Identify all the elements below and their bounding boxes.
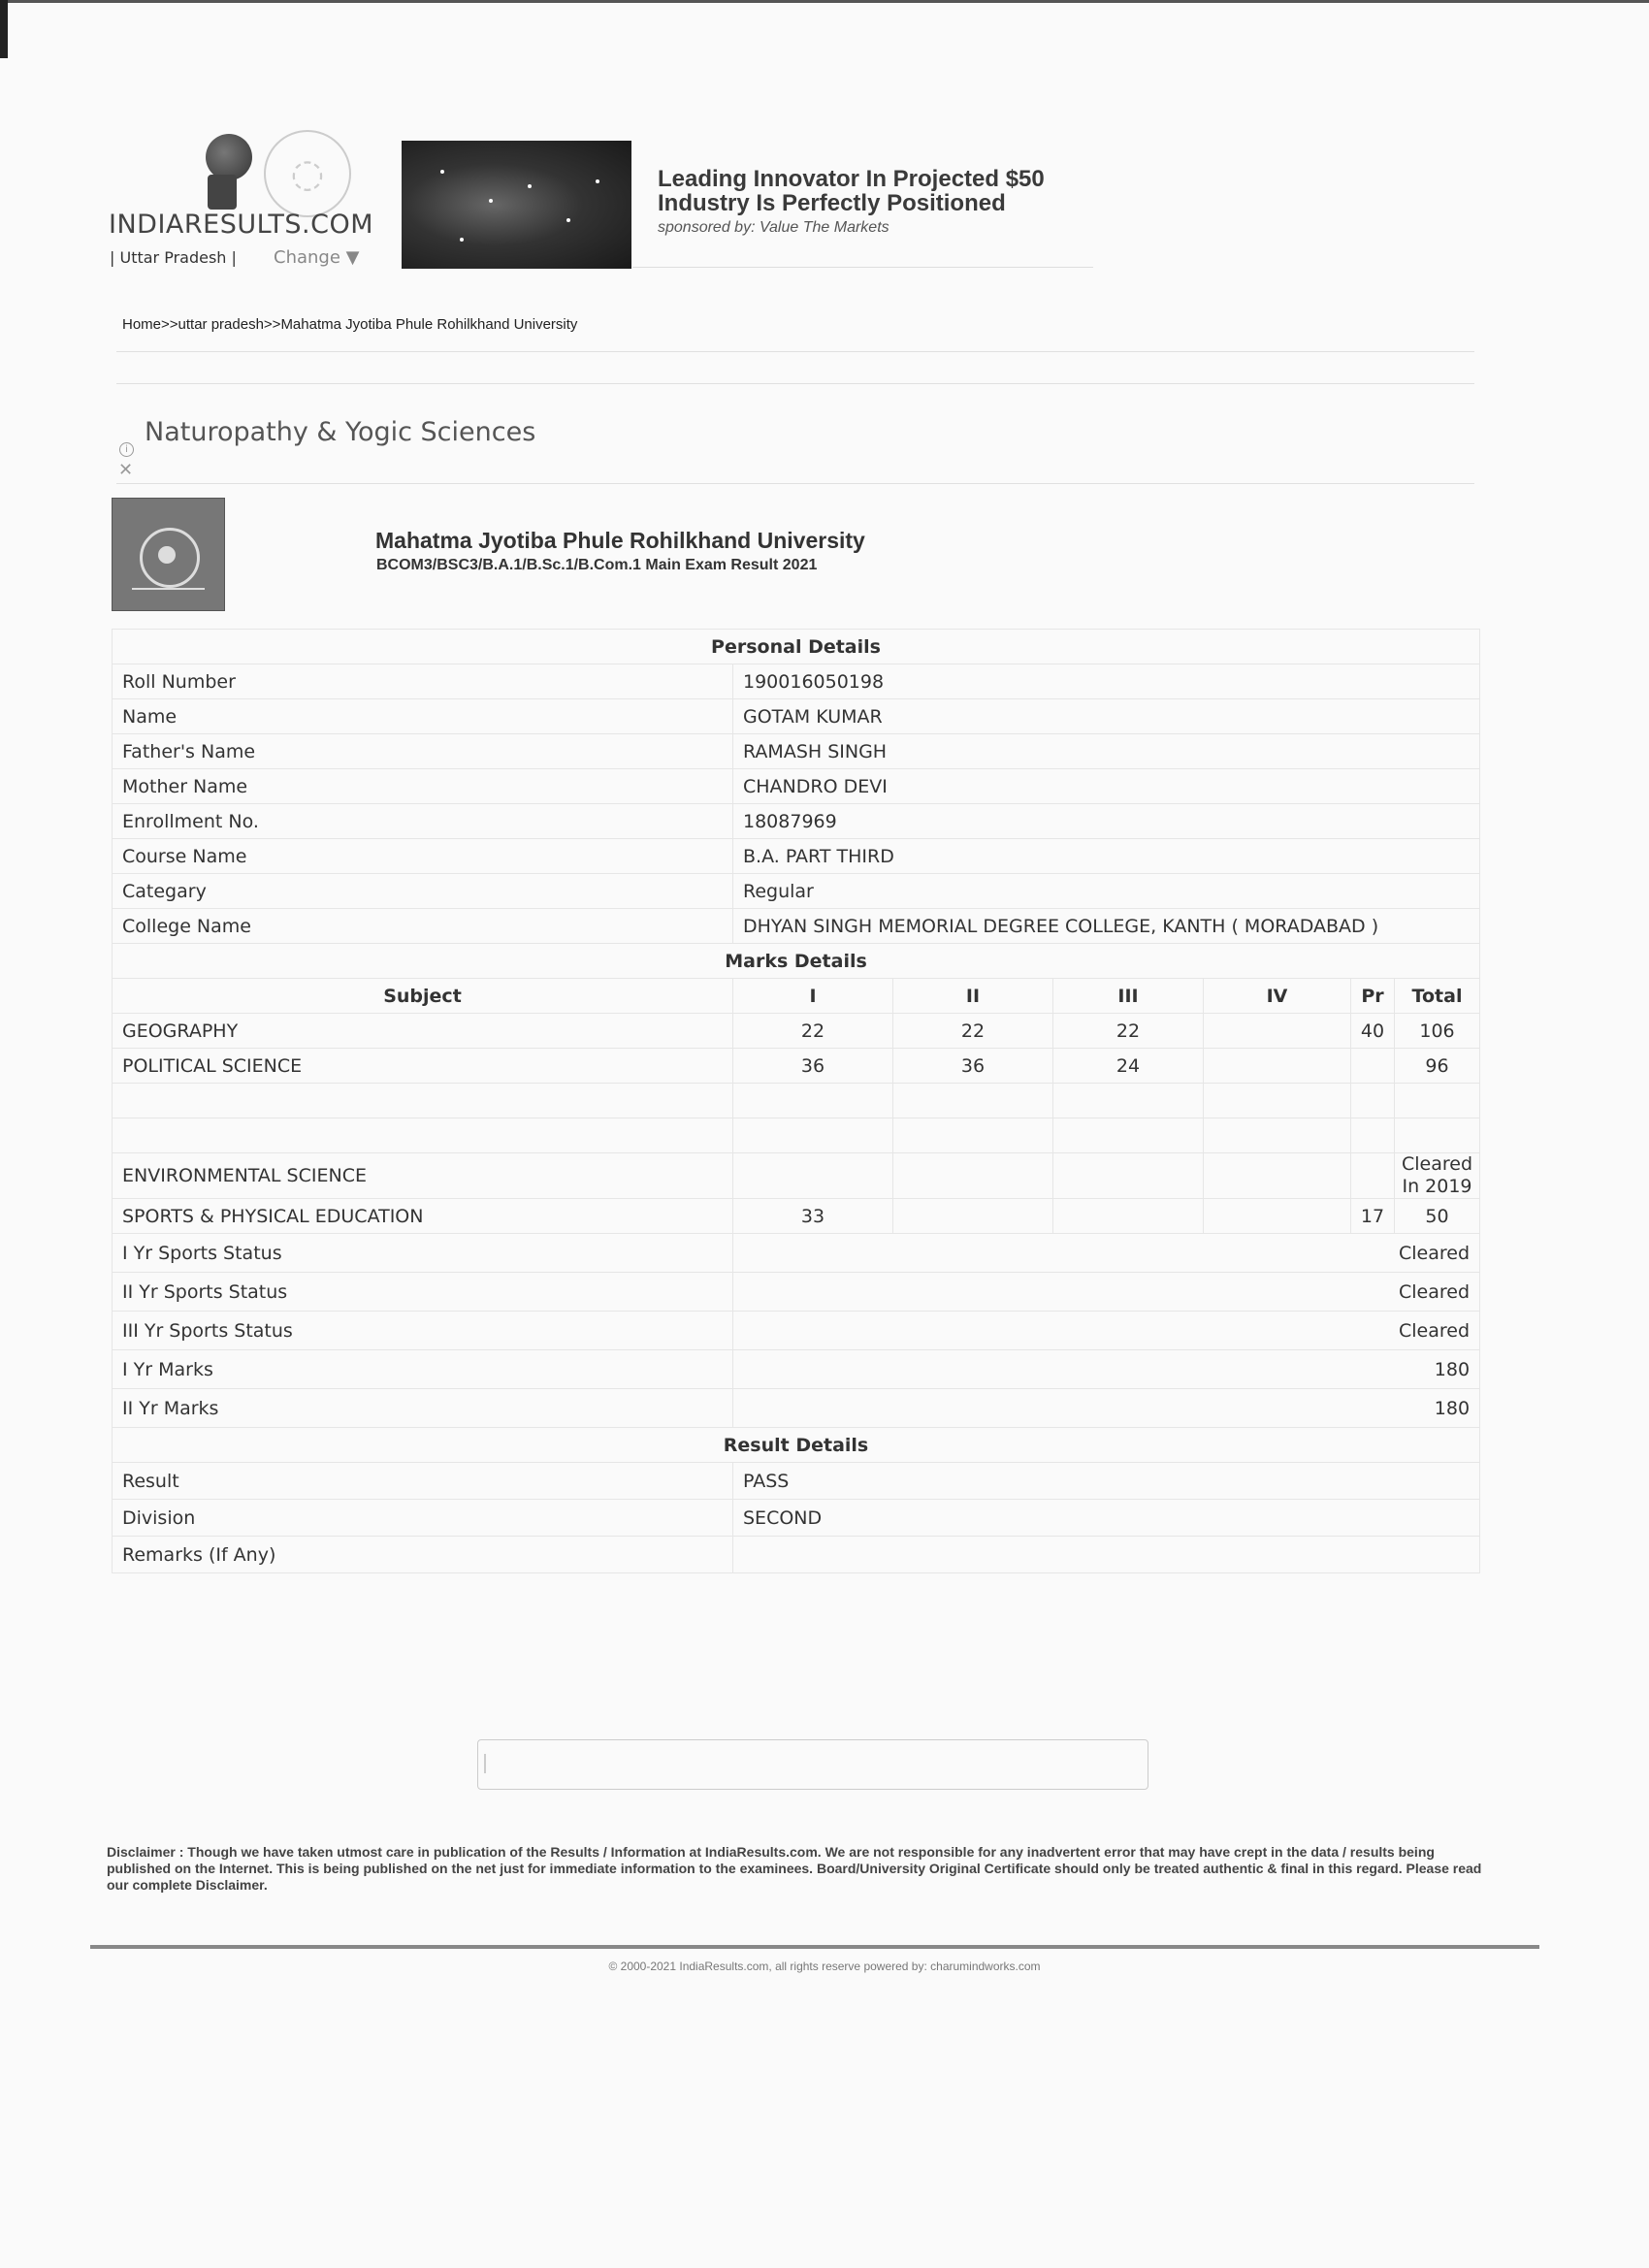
- personal-row: [113, 734, 1480, 769]
- empty-row: [113, 1084, 1480, 1118]
- subject-name: SPORTS & PHYSICAL EDUCATION: [113, 1199, 733, 1234]
- result-row: [113, 1463, 1480, 1500]
- ad2-bottom-divider: [116, 483, 1474, 484]
- result-row: [113, 1537, 1480, 1573]
- site-logo-text[interactable]: INDIARESULTS.COM: [109, 210, 374, 240]
- column-header: Subject: [113, 979, 733, 1014]
- personal-label: Roll Number: [113, 664, 733, 699]
- subject-name: POLITICAL SCIENCE: [113, 1049, 733, 1084]
- summary-value: 180: [733, 1350, 1480, 1389]
- marks-details-heading: Marks Details: [113, 944, 1480, 979]
- personal-value: RAMASH SINGH: [733, 734, 1480, 769]
- personal-label: College Name: [113, 909, 733, 944]
- marks-practical: 17: [1351, 1199, 1395, 1234]
- change-state-link[interactable]: Change ▼: [274, 247, 360, 268]
- column-header: III: [1053, 979, 1204, 1014]
- result-label: Division: [113, 1500, 733, 1537]
- scan-top-edge: [0, 0, 1649, 3]
- result-value: SECOND: [733, 1500, 1480, 1537]
- exam-title: BCOM3/BSC3/B.A.1/B.Sc.1/B.Com.1 Main Exam Result 2021: [376, 557, 818, 573]
- personal-row: [113, 804, 1480, 839]
- personal-label: Course Name: [113, 839, 733, 874]
- summary-label: II Yr Sports Status: [113, 1273, 733, 1312]
- ad-info-icon[interactable]: i: [119, 442, 134, 457]
- empty-input-box[interactable]: [477, 1739, 1148, 1790]
- personal-value: CHANDRO DEVI: [733, 769, 1480, 804]
- ad-sponsor: sponsored by: Value The Markets: [658, 219, 889, 236]
- summary-row: [113, 1312, 1480, 1350]
- marks-total: 96: [1395, 1049, 1480, 1084]
- result-value: PASS: [733, 1463, 1480, 1500]
- footer-divider: [90, 1945, 1539, 1949]
- site-logo-i-icon: [208, 175, 237, 210]
- breadcrumb[interactable]: Home>>uttar pradesh>>Mahatma Jyotiba Phule Rohilkhand University: [122, 316, 578, 333]
- marks-paper-2: 22: [893, 1014, 1053, 1049]
- personal-row: [113, 664, 1480, 699]
- summary-row: [113, 1389, 1480, 1428]
- breadcrumb-divider: [116, 351, 1474, 352]
- personal-value: DHYAN SINGH MEMORIAL DEGREE COLLEGE, KANTH ( MORADABAD ): [733, 909, 1480, 944]
- personal-value: B.A. PART THIRD: [733, 839, 1480, 874]
- result-details-heading-row: [113, 1428, 1480, 1463]
- personal-label: Mother Name: [113, 769, 733, 804]
- marks-paper-4: [1204, 1049, 1351, 1084]
- marks-paper-1: 36: [733, 1049, 893, 1084]
- subject-row: [113, 1153, 1480, 1199]
- subject-name: GEOGRAPHY: [113, 1014, 733, 1049]
- summary-row: [113, 1350, 1480, 1389]
- summary-label: I Yr Marks: [113, 1350, 733, 1389]
- summary-label: III Yr Sports Status: [113, 1312, 733, 1350]
- marks-header-row: [113, 979, 1480, 1014]
- summary-value: Cleared: [733, 1234, 1480, 1273]
- personal-details-heading: Personal Details: [113, 630, 1480, 664]
- ad-close-icon[interactable]: ✕: [118, 460, 134, 480]
- marks-total: 106: [1395, 1014, 1480, 1049]
- scan-left-edge: [0, 0, 8, 58]
- empty-row: [113, 1118, 1480, 1153]
- result-details-heading: Result Details: [113, 1428, 1480, 1463]
- subject-row: [113, 1049, 1480, 1084]
- column-header: Pr: [1351, 979, 1395, 1014]
- column-header: IV: [1204, 979, 1351, 1014]
- personal-label: Enrollment No.: [113, 804, 733, 839]
- summary-value: Cleared: [733, 1312, 1480, 1350]
- marks-details-heading-row: [113, 944, 1480, 979]
- ad2-title[interactable]: Naturopathy & Yogic Sciences: [145, 417, 536, 447]
- summary-row: [113, 1234, 1480, 1273]
- summary-value: 180: [733, 1389, 1480, 1428]
- personal-row: [113, 769, 1480, 804]
- personal-label: Name: [113, 699, 733, 734]
- subject-name: ENVIRONMENTAL SCIENCE: [113, 1153, 733, 1199]
- marks-paper-3: 22: [1053, 1014, 1204, 1049]
- marks-paper-1: 33: [733, 1199, 893, 1234]
- state-map-icon: ◌: [264, 130, 351, 217]
- column-header: I: [733, 979, 893, 1014]
- personal-label: Categary: [113, 874, 733, 909]
- summary-value: Cleared: [733, 1273, 1480, 1312]
- personal-row: [113, 839, 1480, 874]
- result-label: Result: [113, 1463, 733, 1500]
- summary-label: I Yr Sports Status: [113, 1234, 733, 1273]
- personal-row: [113, 874, 1480, 909]
- personal-row: [113, 699, 1480, 734]
- ad-divider: [632, 267, 1093, 268]
- result-value: [733, 1537, 1480, 1573]
- result-row: [113, 1500, 1480, 1537]
- personal-value: Regular: [733, 874, 1480, 909]
- personal-details-heading-row: [113, 630, 1480, 664]
- personal-value: 190016050198: [733, 664, 1480, 699]
- ad-headline-line-1: Leading Innovator In Projected $50: [658, 167, 1045, 192]
- marks-practical: 40: [1351, 1014, 1395, 1049]
- ad-headline-line-2: Industry Is Perfectly Positioned: [658, 190, 1006, 215]
- copyright: © 2000-2021 IndiaResults.com, all rights reserve powered by: charumindworks.com: [608, 1960, 1041, 1973]
- result-label: Remarks (If Any): [113, 1537, 733, 1573]
- state-label: | Uttar Pradesh |: [110, 248, 237, 267]
- site-logo-dot-icon: [206, 134, 252, 180]
- summary-row: [113, 1273, 1480, 1312]
- marks-paper-1: 22: [733, 1014, 893, 1049]
- column-header: Total: [1395, 979, 1480, 1014]
- personal-row: [113, 909, 1480, 944]
- column-header: II: [893, 979, 1053, 1014]
- marks-paper-4: [1204, 1014, 1351, 1049]
- ad-headline[interactable]: [658, 167, 1094, 215]
- subject-row: [113, 1014, 1480, 1049]
- result-table: [112, 629, 1480, 1573]
- personal-value: GOTAM KUMAR: [733, 699, 1480, 734]
- summary-label: II Yr Marks: [113, 1389, 733, 1428]
- marks-total: 50: [1395, 1199, 1480, 1234]
- marks-paper-3: 24: [1053, 1049, 1204, 1084]
- ad-banner-image[interactable]: [402, 141, 631, 269]
- personal-label: Father's Name: [113, 734, 733, 769]
- disclaimer: Disclaimer : Though we have taken utmost care in publication of the Results / Information at IndiaResults.com. We are not responsible for any inadvertent error that may have crept in the data / results being published on the Internet. This is being published on the net just for immediate information to the examinees. Board/University Original Certificate should only be treated authentic & final in this regard. Please read our complete Disclaimer.: [107, 1844, 1482, 1893]
- marks-total: Cleared In 2019: [1395, 1153, 1480, 1199]
- subject-row: [113, 1199, 1480, 1234]
- marks-paper-2: 36: [893, 1049, 1053, 1084]
- personal-value: 18087969: [733, 804, 1480, 839]
- ad2-top-divider: [116, 383, 1474, 384]
- university-seal-icon: [112, 498, 225, 611]
- marks-practical: [1351, 1049, 1395, 1084]
- university-name: Mahatma Jyotiba Phule Rohilkhand University: [375, 528, 865, 553]
